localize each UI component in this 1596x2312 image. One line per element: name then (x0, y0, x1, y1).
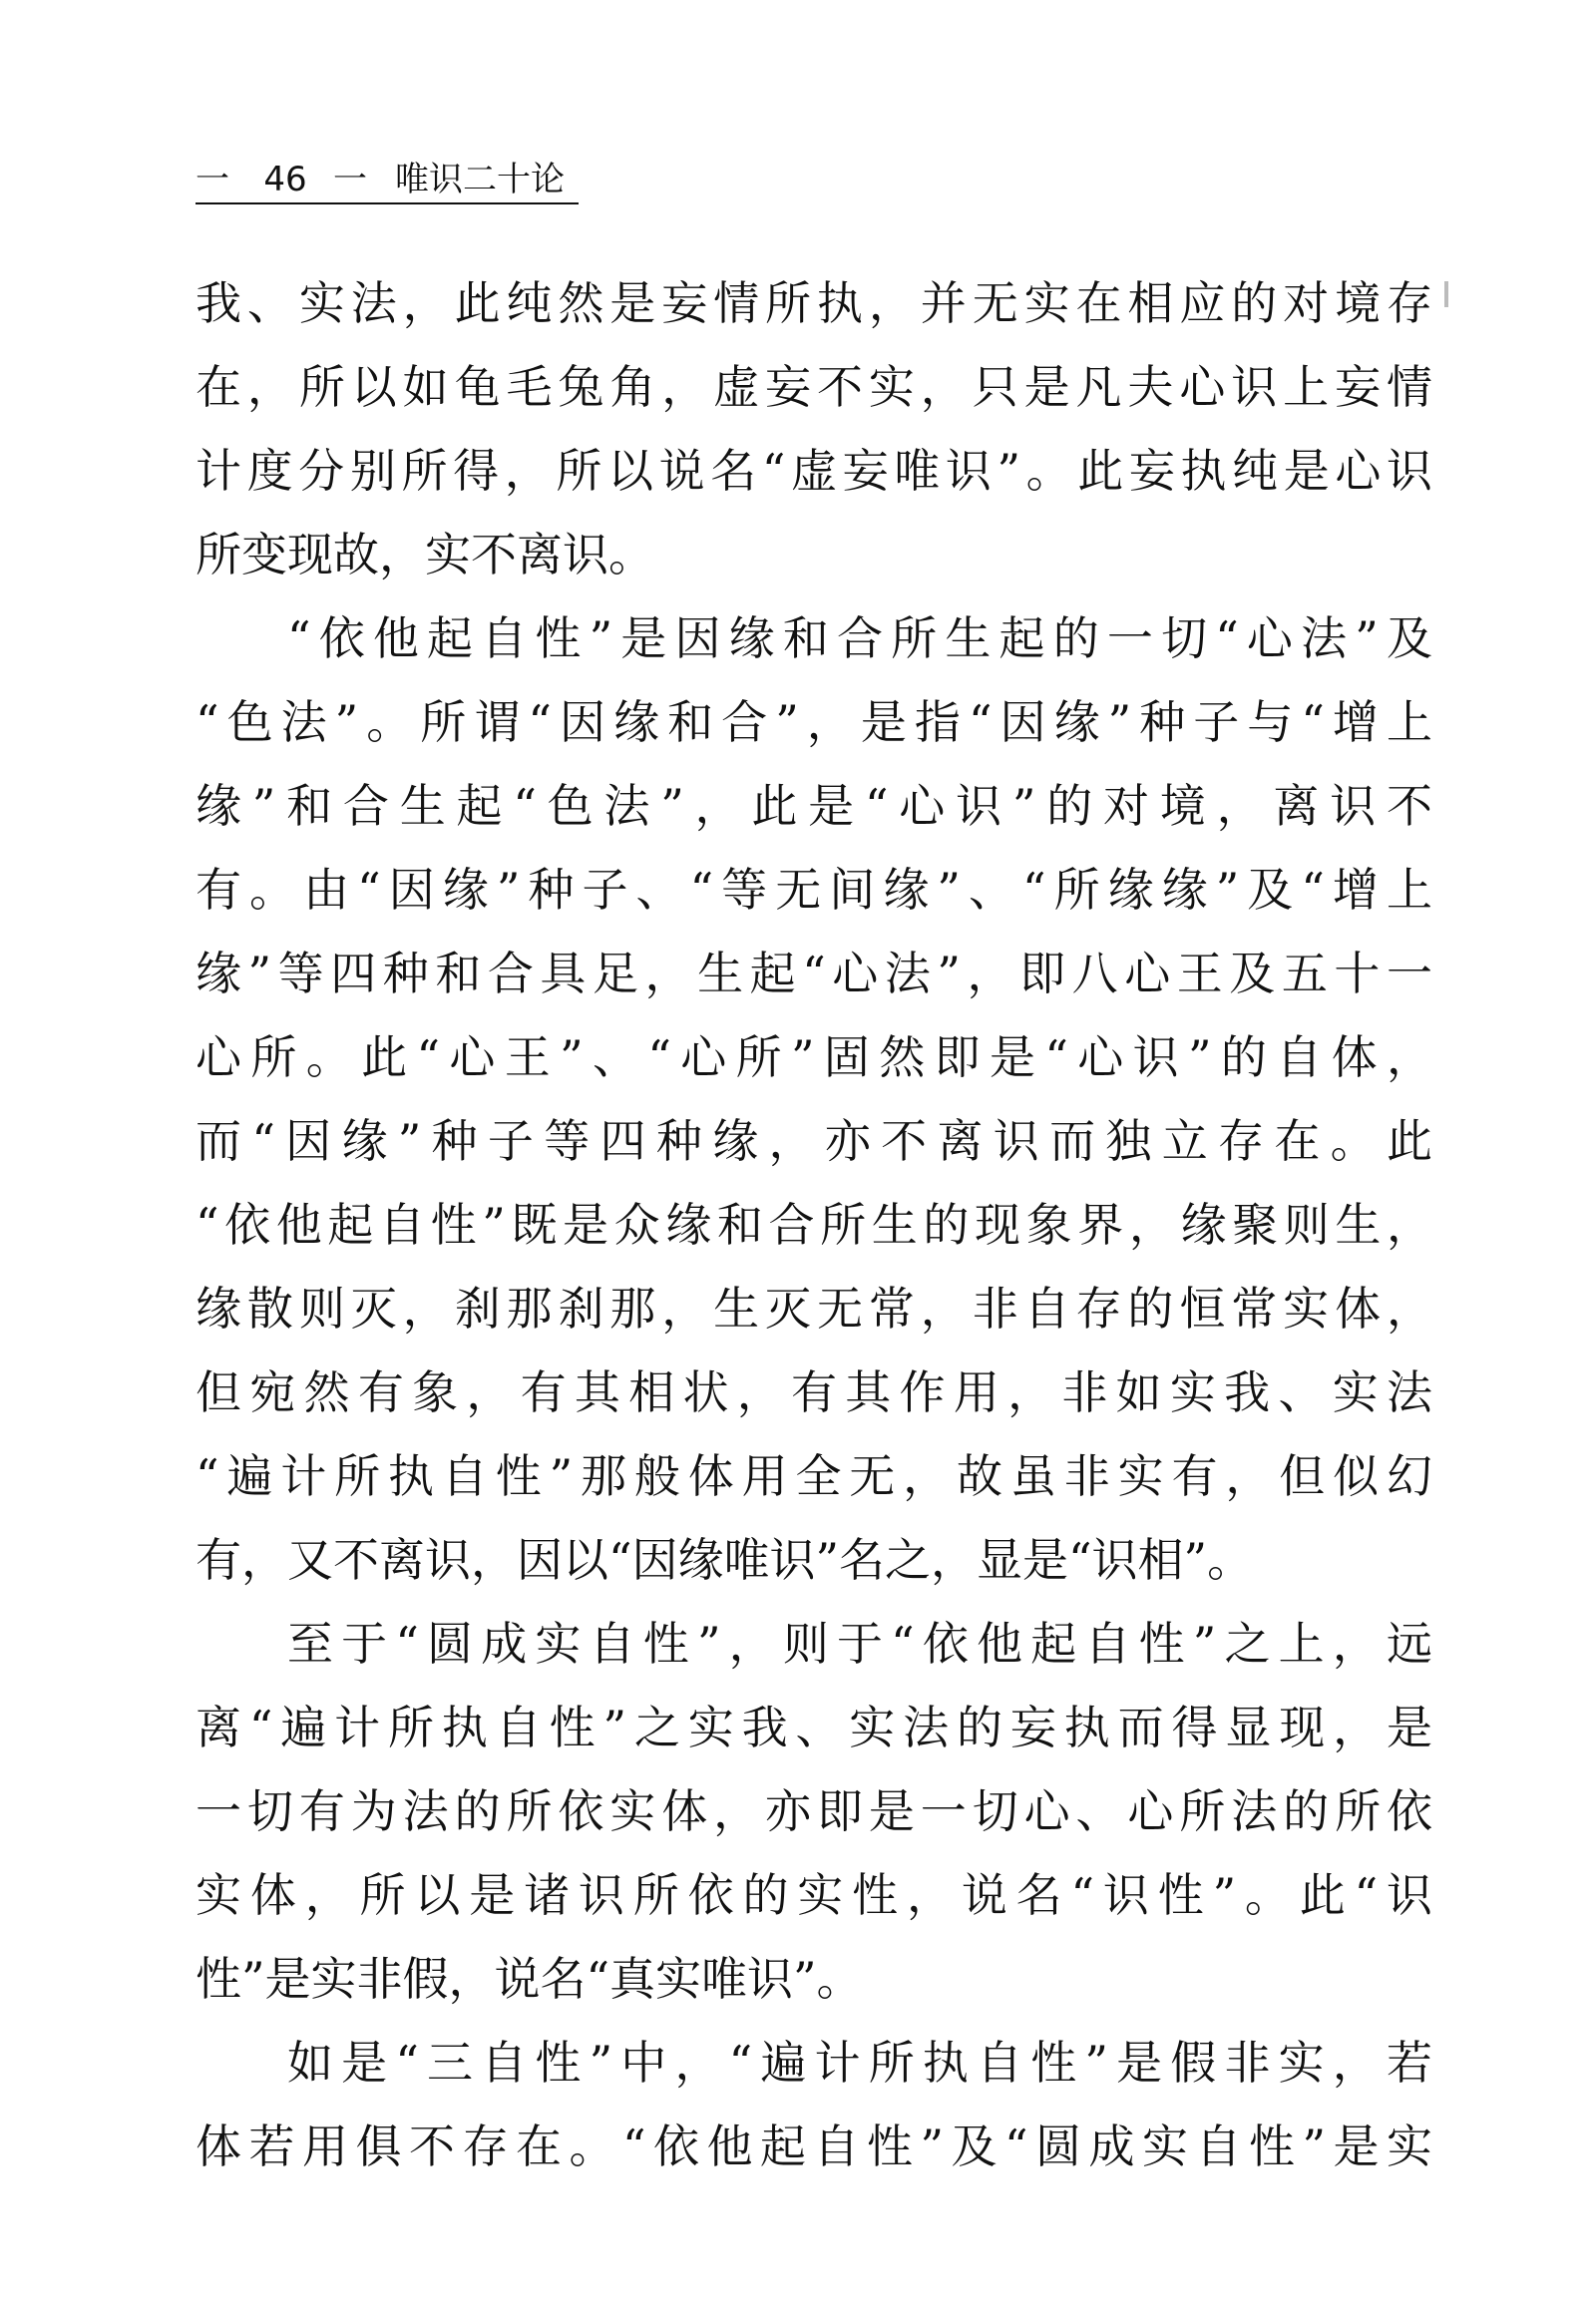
text-line: 离“遍计所执自性”之实我、实法的妄执而得显现，是 (196, 1701, 1432, 1754)
book-title: 唯识二十论 (395, 160, 565, 199)
header-dash-right: 一 (333, 160, 367, 199)
text-line: 心所。此“心王”、“心所”固然即是“心识”的自体， (196, 1030, 1432, 1084)
text-line: “遍计所执自性”那般体用全无，故虽非实有，但似幻 (196, 1449, 1432, 1503)
text-line: 实体，所以是诸识所依的实性，说名“识性”。此“识 (196, 1868, 1432, 1922)
text-line: 体若用俱不存在。“依他起自性”及“圆成实自性”是实 (196, 2119, 1432, 2173)
header-underline (196, 202, 579, 204)
text-line: 有，又不离识，因以“因缘唯识”名之，显是“识相”。 (196, 1533, 1254, 1587)
text-line: 有。由“因缘”种子、“等无间缘”、“所缘缘”及“增上 (196, 863, 1432, 917)
text-line: 我、实法，此纯然是妄情所执，并无实在相应的对境存 (196, 276, 1432, 330)
text-line: 缘”等四种和合具足，生起“心法”，即八心王及五十一 (196, 947, 1432, 1000)
page-number: 46 (263, 160, 307, 199)
text-line: 性”是实非假，说名“真实唯识”。 (196, 1952, 863, 2006)
text-line: 所变现故，实不离识。 (196, 528, 654, 581)
text-line: 在，所以如龟毛兔角，虚妄不实，只是凡夫心识上妄情 (196, 360, 1432, 414)
header-dash-left: 一 (196, 160, 229, 199)
paragraph-2 (196, 596, 1432, 1602)
margin-mark (1444, 281, 1448, 307)
paragraph-4 (196, 2021, 1432, 2188)
text-line: 缘散则灭，刹那刹那，生灭无常，非自存的恒常实体， (196, 1282, 1432, 1336)
text-line: “依他起自性”既是众缘和合所生的现象界，缘聚则生， (196, 1198, 1432, 1252)
text-line: 一切有为法的所依实体，亦即是一切心、心所法的所依 (196, 1784, 1432, 1838)
text-line: 如是“三自性”中，“遍计所执自性”是假非实，若 (287, 2036, 1432, 2090)
paragraph-3 (196, 1602, 1432, 2021)
text-line: “色法”。所谓“因缘和合”，是指“因缘”种子与“增上 (196, 695, 1432, 749)
paragraph-1 (196, 261, 1432, 596)
text-line: “依他起自性”是因缘和合所生起的一切“心法”及 (287, 611, 1432, 665)
text-line: 计度分别所得，所以说名“虚妄唯识”。此妄执纯是心识 (196, 444, 1432, 498)
running-header (196, 150, 1432, 209)
text-line: 至于“圆成实自性”，则于“依他起自性”之上，远 (287, 1617, 1432, 1671)
text-line: 而“因缘”种子等四种缘，亦不离识而独立存在。此 (196, 1114, 1432, 1168)
text-line: 缘”和合生起“色法”，此是“心识”的对境，离识不 (196, 779, 1432, 833)
text-line: 但宛然有象，有其相状，有其作用，非如实我、实法 (196, 1365, 1432, 1419)
page-body (196, 261, 1432, 2188)
